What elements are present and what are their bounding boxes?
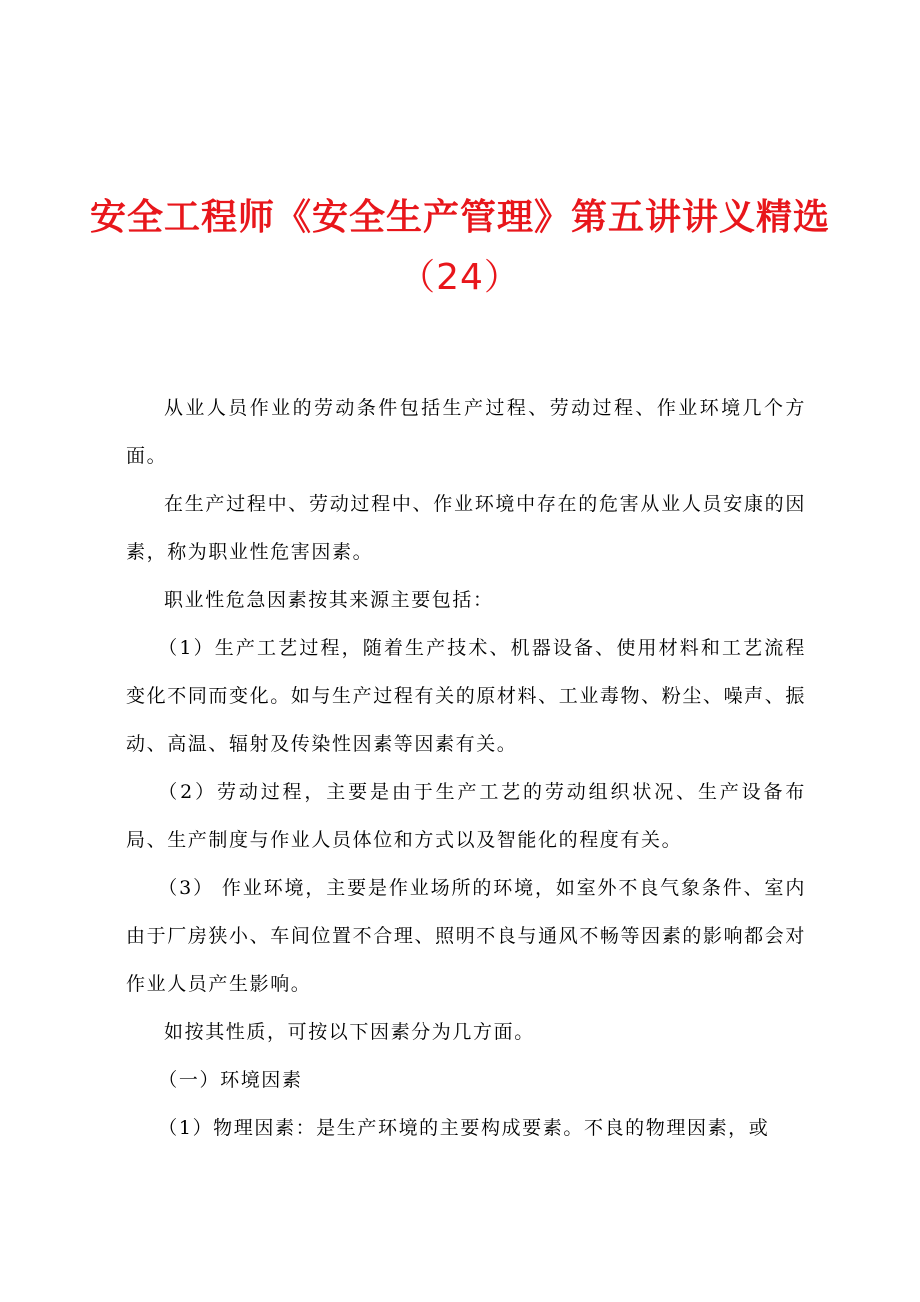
- paragraph: （3） 作业环境，主要是作业场所的环境，如室外不良气象条件、室内由于厂房狭小、车间位置不合理、照明不良与通风不畅等因素的影响都会对作业人员产生影响。: [126, 877, 806, 995]
- paragraph: （1）生产工艺过程，随着生产技术、机器设备、使用材料和工艺流程变化不同而变化。如与生产过程有关的原材料、工业毒物、粉尘、噪声、振动、高温、辐射及传染性因素等因素有关。: [126, 637, 806, 755]
- paragraph: （1）物理因素：是生产环境的主要构成要素。不良的物理因素，或: [158, 1117, 770, 1139]
- section-heading: （一）环境因素: [158, 1069, 303, 1091]
- paragraph: 从业人员作业的劳动条件包括生产过程、劳动过程、作业环境几个方面。: [126, 397, 806, 467]
- paragraph: 职业性危急因素按其来源主要包括：: [164, 589, 494, 611]
- paragraph: （2）劳动过程，主要是由于生产工艺的劳动组织状况、生产设备布局、生产制度与作业人员体位和方式以及智能化的程度有关。: [126, 781, 806, 851]
- paragraph: 在生产过程中、劳动过程中、作业环境中存在的危害从业人员安康的因素，称为职业性危害因素。: [126, 493, 806, 563]
- document-title: 安全工程师《安全生产管理》第五讲讲义精选: [89, 197, 830, 238]
- document-title-number: （24）: [399, 257, 521, 298]
- document-body: [126, 384, 806, 1152]
- paragraph: 如按其性质，可按以下因素分为几方面。: [164, 1021, 535, 1043]
